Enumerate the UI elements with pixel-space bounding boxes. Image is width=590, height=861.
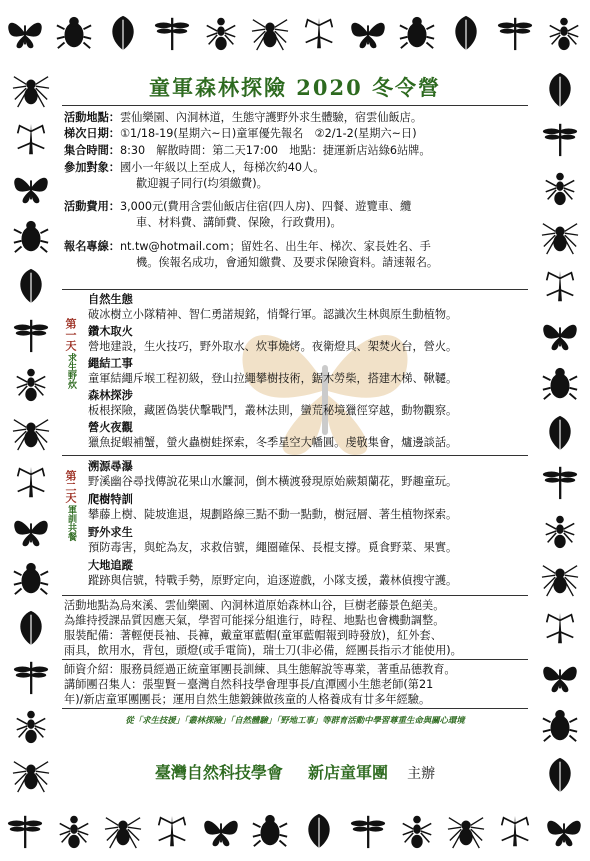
mantis-icon <box>490 800 539 861</box>
mantis-icon <box>0 115 62 164</box>
dates-value: ①1/18-19(星期六~日)童軍優先報名 ②2/1-2(星期六~日) <box>119 127 417 140</box>
notes-line: 為維持授課品質因應天氣，學習可能採分組進行，時程、地點也會機動調整。 <box>64 614 445 627</box>
activity-desc: 蹤跡與信號，特戰手勢，原野定向，追逐遊戲，小隊支援，叢林偵搜守護。 <box>88 574 458 587</box>
dragonfly-icon <box>530 457 590 506</box>
ant-icon <box>539 0 588 66</box>
mantis-icon <box>530 604 590 653</box>
beetle-icon <box>0 213 62 262</box>
leaf-icon <box>98 0 147 66</box>
day1-activity <box>88 356 526 386</box>
activity-desc: 童軍結繩斥堠工程初級，登山拉繩攀樹技術，鋸木勞柴，搭建木梯、鞦韆。 <box>88 372 458 385</box>
dates-label: 梯次日期： <box>64 127 120 140</box>
leaf-icon <box>0 604 62 653</box>
ant-icon <box>392 800 441 861</box>
info-target <box>64 160 526 175</box>
day2-activity <box>88 525 526 555</box>
dragonfly-icon <box>490 0 539 66</box>
mantis-icon <box>0 457 62 506</box>
divider <box>62 455 528 456</box>
spider-icon <box>245 0 294 66</box>
butterfly-icon <box>539 800 588 861</box>
day2-activity <box>88 558 526 588</box>
target-label: 參加對象： <box>64 161 120 174</box>
divider <box>62 708 528 709</box>
dragonfly-icon <box>147 0 196 66</box>
page-title: 童軍森林探險 2020 冬令營 <box>148 75 442 100</box>
leaf-icon <box>0 262 62 311</box>
mantis-icon <box>294 0 343 66</box>
spider-icon <box>0 66 62 115</box>
info-dates <box>64 126 526 141</box>
decorative-insect-border-left <box>0 66 62 800</box>
activity-name: 爬樹特訓 <box>88 493 133 506</box>
day2-label: 第二天 <box>64 470 77 503</box>
beetle-icon <box>49 0 98 66</box>
ant-icon <box>530 506 590 555</box>
ant-icon <box>0 702 62 751</box>
activity-desc: 預防毒害，與蛇為友，求救信號，繩圈確保、長棍支撐。覓食野菜、果實。 <box>88 541 458 554</box>
activity-name: 溯源尋瀑 <box>88 460 133 473</box>
leaf-icon <box>530 66 590 115</box>
activity-name: 森林探涉 <box>88 389 133 402</box>
location-label: 活動地點： <box>64 111 120 124</box>
beetle-icon <box>0 555 62 604</box>
leaf-icon <box>530 408 590 457</box>
activity-desc: 獵魚捉蝦補蟹，螢火蟲樹蛙探索，冬季星空大幡圓。虔敬集會，爐邊談話。 <box>88 436 458 449</box>
teachers-line: 年)/新店童軍團團長；運用自然生態鍛鍊做孩童的人格養成有廿多年經驗。 <box>64 693 431 706</box>
butterfly-icon <box>196 800 245 861</box>
day1-label: 第一天 <box>64 318 77 351</box>
day2-tag <box>64 470 80 541</box>
fee-value: 3,000元(費用含雲仙飯店住宿(四人房)、四餐、遊覽車、纜 <box>119 200 412 213</box>
ant-icon <box>196 0 245 66</box>
activity-desc: 攀藤上樹、陡坡進退，規劃路線三點不動一點動，樹冠層、著生植物探索。 <box>88 508 458 521</box>
day1-theme: 求生野炊 <box>66 353 76 389</box>
organizer-role: 主辦 <box>407 766 436 782</box>
signup-value: nt.tw@hotmail.com；留姓名、出生年、梯次、家長姓名、手 <box>119 240 431 253</box>
butterfly-icon <box>343 0 392 66</box>
spider-icon <box>530 555 590 604</box>
activity-name: 繩結工事 <box>88 357 133 370</box>
divider <box>62 595 528 596</box>
activity-desc: 破冰樹立小隊精神、智仁勇諾規銘，悄聲行軍。認識次生林與原生動植物。 <box>88 308 458 321</box>
info-signup <box>64 239 526 254</box>
info-location <box>64 110 526 125</box>
notes-line: 雨具，飲用水，背包，頭燈(或手電筒)，瑞士刀(非必備，經團長指示才能使用)。 <box>64 644 462 657</box>
ant-icon <box>0 359 62 408</box>
spider-icon <box>441 800 490 861</box>
spider-icon <box>0 408 62 457</box>
leaf-icon <box>294 800 343 861</box>
organizer-2: 新店童軍團 <box>308 763 389 782</box>
day1-tag <box>64 318 80 389</box>
organizer-line <box>64 760 526 783</box>
butterfly-icon <box>530 653 590 702</box>
notes-line: 服裝配備：著輕便長袖、長褲，戴童軍藍帽(童軍藍帽報到時發放)，紅外套、 <box>64 629 442 642</box>
butterfly-icon <box>0 164 62 213</box>
activity-name: 自然生態 <box>88 293 133 306</box>
activity-name: 營火夜觀 <box>88 421 133 434</box>
organizer-1: 臺灣自然科技學會 <box>154 763 283 782</box>
activity-name: 野外求生 <box>88 526 133 539</box>
butterfly-icon <box>530 311 590 360</box>
time-label: 集合時間： <box>64 144 120 157</box>
day2-theme: 軍訓共餐 <box>66 505 76 541</box>
info-signup-line2: 機。俟報名成功，會通知繳費、及要求保險資料。請速報名。 <box>136 256 439 269</box>
spider-icon <box>98 800 147 861</box>
day1-activity <box>88 324 526 354</box>
beetle-icon <box>245 800 294 861</box>
beetle-icon <box>392 0 441 66</box>
teachers-line: 師資介紹：服務員經過正統童軍團長訓練、具生態解說等專業，著重品德教育。 <box>64 663 456 676</box>
info-fee-line2: 車、材料費、講師費、保險，行政費用)。 <box>136 216 342 229</box>
divider <box>62 105 528 106</box>
day1-activity <box>88 420 526 450</box>
info-time <box>64 143 526 158</box>
divider <box>62 289 528 290</box>
divider <box>62 659 528 660</box>
slogan-banner: 從「求生技援」「叢林探險」「自然體驗」「野地工事」等群育活動中學習尊重生命與關心環境 <box>125 715 465 725</box>
notes-line: 活動地點為烏來溪、雲仙樂園、內洞林道原始森林山谷，巨樹老藤景色絕美。 <box>64 599 445 612</box>
info-target-line2: 歡迎親子同行(均須繳費)。 <box>136 177 268 190</box>
decorative-insect-border-bottom <box>0 800 590 861</box>
leaf-icon <box>530 751 590 800</box>
day2-activity <box>88 459 526 489</box>
info-fee <box>64 199 526 214</box>
activity-desc: 板根探險，藏匿偽裝伏擊戰鬥，叢林法則，蠻荒秘境獵徑穿越，動物觀察。 <box>88 404 458 417</box>
target-value: 國小一年級以上至成人，每梯次約40人。 <box>119 161 325 174</box>
ant-icon <box>49 800 98 861</box>
day2-activity <box>88 492 526 522</box>
day1-activity <box>88 388 526 418</box>
signup-label: 報名專線： <box>64 240 120 253</box>
butterfly-icon <box>0 506 62 555</box>
butterfly-icon <box>0 0 49 66</box>
activity-desc: 野溪幽谷尋找傳說花果山水簾洞，倒木橫渡發現原始蕨類蘭花，野趣童玩。 <box>88 475 458 488</box>
beetle-icon <box>530 702 590 751</box>
fee-label: 活動費用： <box>64 200 120 213</box>
spider-icon <box>0 751 62 800</box>
dragonfly-icon <box>0 800 49 861</box>
activity-desc: 營地建設，生火技巧，野外取水、炊事燒烤。夜衛燈具、架焚火台，營火。 <box>88 340 458 353</box>
dragonfly-icon <box>530 115 590 164</box>
day1-activity <box>88 292 526 322</box>
teachers-line: 講師團召集人：張聖賢－臺灣自然科技學會理事長/直潭國小生態老師(第21 <box>64 678 434 691</box>
activity-name: 鑽木取火 <box>88 325 133 338</box>
decorative-insect-border-top <box>0 0 590 66</box>
time-value: 8:30 解散時間：第二天17:00 地點：捷運新店站綠6站牌。 <box>119 144 431 157</box>
beetle-icon <box>530 359 590 408</box>
dragonfly-icon <box>343 800 392 861</box>
mantis-icon <box>147 800 196 861</box>
leaf-icon <box>441 0 490 66</box>
location-value: 雲仙樂園、內洞林道，生態守護野外求生體驗，宿雲仙飯店。 <box>119 111 423 124</box>
dragonfly-icon <box>0 311 62 360</box>
activity-name: 大地追蹤 <box>88 559 133 572</box>
dragonfly-icon <box>0 653 62 702</box>
